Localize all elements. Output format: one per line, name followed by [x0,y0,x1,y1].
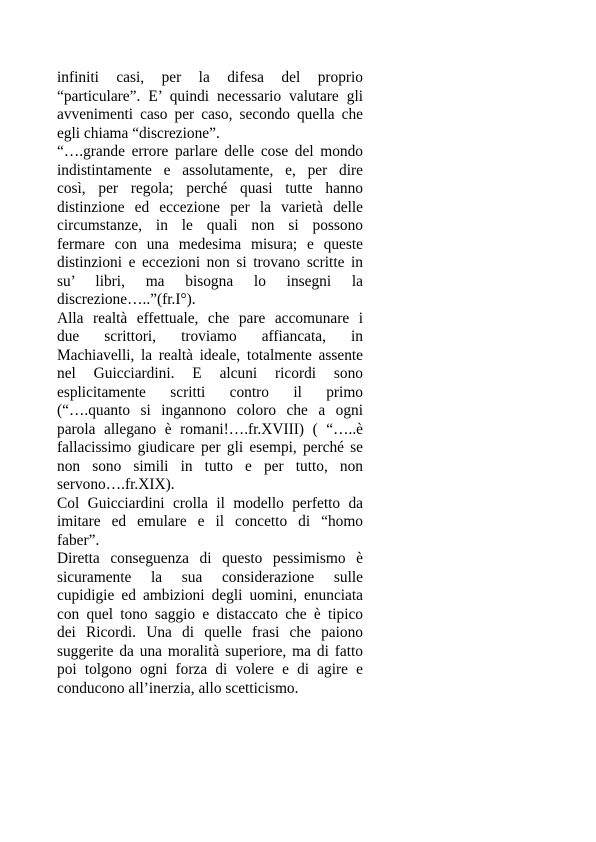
text-line: su’ libri, ma bisogna lo insegni la [57,272,363,290]
text-line: suggerite da una moralità superiore, ma di fatto [57,642,363,660]
text-line: avvenimenti caso per caso, secondo quella che [57,106,363,123]
paragraph [57,69,363,143]
paragraph [57,143,363,310]
text-line: faber”. [57,531,100,549]
text-line: fallacissimo giudicare per gli esempi, perché se [57,439,363,456]
text-line: cupidigie ed ambizioni degli uomini, enunciata [57,587,363,604]
body-text [57,69,363,698]
text-line: infiniti casi, per la difesa del proprio [57,69,363,86]
text-line: non sono simili in tutto e per tutto, non [57,457,363,475]
text-line: parola allegano è romani!….fr.XVIII) ( “…..è [57,420,363,438]
text-line: così, per regola; perché quasi tutte hanno [57,180,363,197]
text-line: due scrittori, troviamo affiancata, in [57,328,363,345]
text-line: circumstanze, in le quali non si possono [57,217,363,234]
paragraph [57,310,363,495]
text-line: conducono all’inerzia, allo scetticismo. [57,679,299,697]
text-line: Machiavelli, la realtà ideale, totalmente assente [57,346,363,364]
text-line: imitare ed emulare e il concetto di “homo [57,513,363,530]
text-line: (“….quanto si ingannono coloro che a ogni [57,402,363,419]
text-line: nel Guicciardini. E alcuni ricordi sono [57,365,363,382]
text-line: con quel tono saggio e distaccato che è tipico [57,605,363,623]
paragraph [57,550,363,698]
text-line: Alla realtà effettuale, che pare accomunare i [57,309,363,327]
text-line: servono….fr.XIX). [57,476,175,493]
text-line: “particulare”. E’ quindi necessario valutare gli [57,87,363,105]
text-line: distinzioni e eccezioni non si trovano scritte in [57,254,363,271]
text-line: discrezione…..”(fr.I°). [57,291,196,308]
text-line: indistintamente e assolutamente, e, per dire [57,161,363,179]
text-line: egli chiama “discrezione”. [57,124,220,142]
text-line: sicuramente la sua considerazione sulle [57,568,363,586]
text-line: esplicitamente scritti contro il primo [57,383,363,401]
paragraph [57,495,363,551]
text-line: Diretta conseguenza di questo pessimismo è [57,550,363,567]
text-line: poi tolgono ogni forza di volere e di agire e [57,661,363,678]
text-line: fermare con una medesima misura; e queste [57,235,363,253]
text-line: distinzione ed eccezione per la varietà delle [57,198,363,216]
text-line: dei Ricordi. Una di quelle frasi che paiono [57,624,363,641]
text-line: “….grande errore parlare delle cose del mondo [57,143,363,160]
text-line: Col Guicciardini crolla il modello perfetto da [57,494,363,512]
